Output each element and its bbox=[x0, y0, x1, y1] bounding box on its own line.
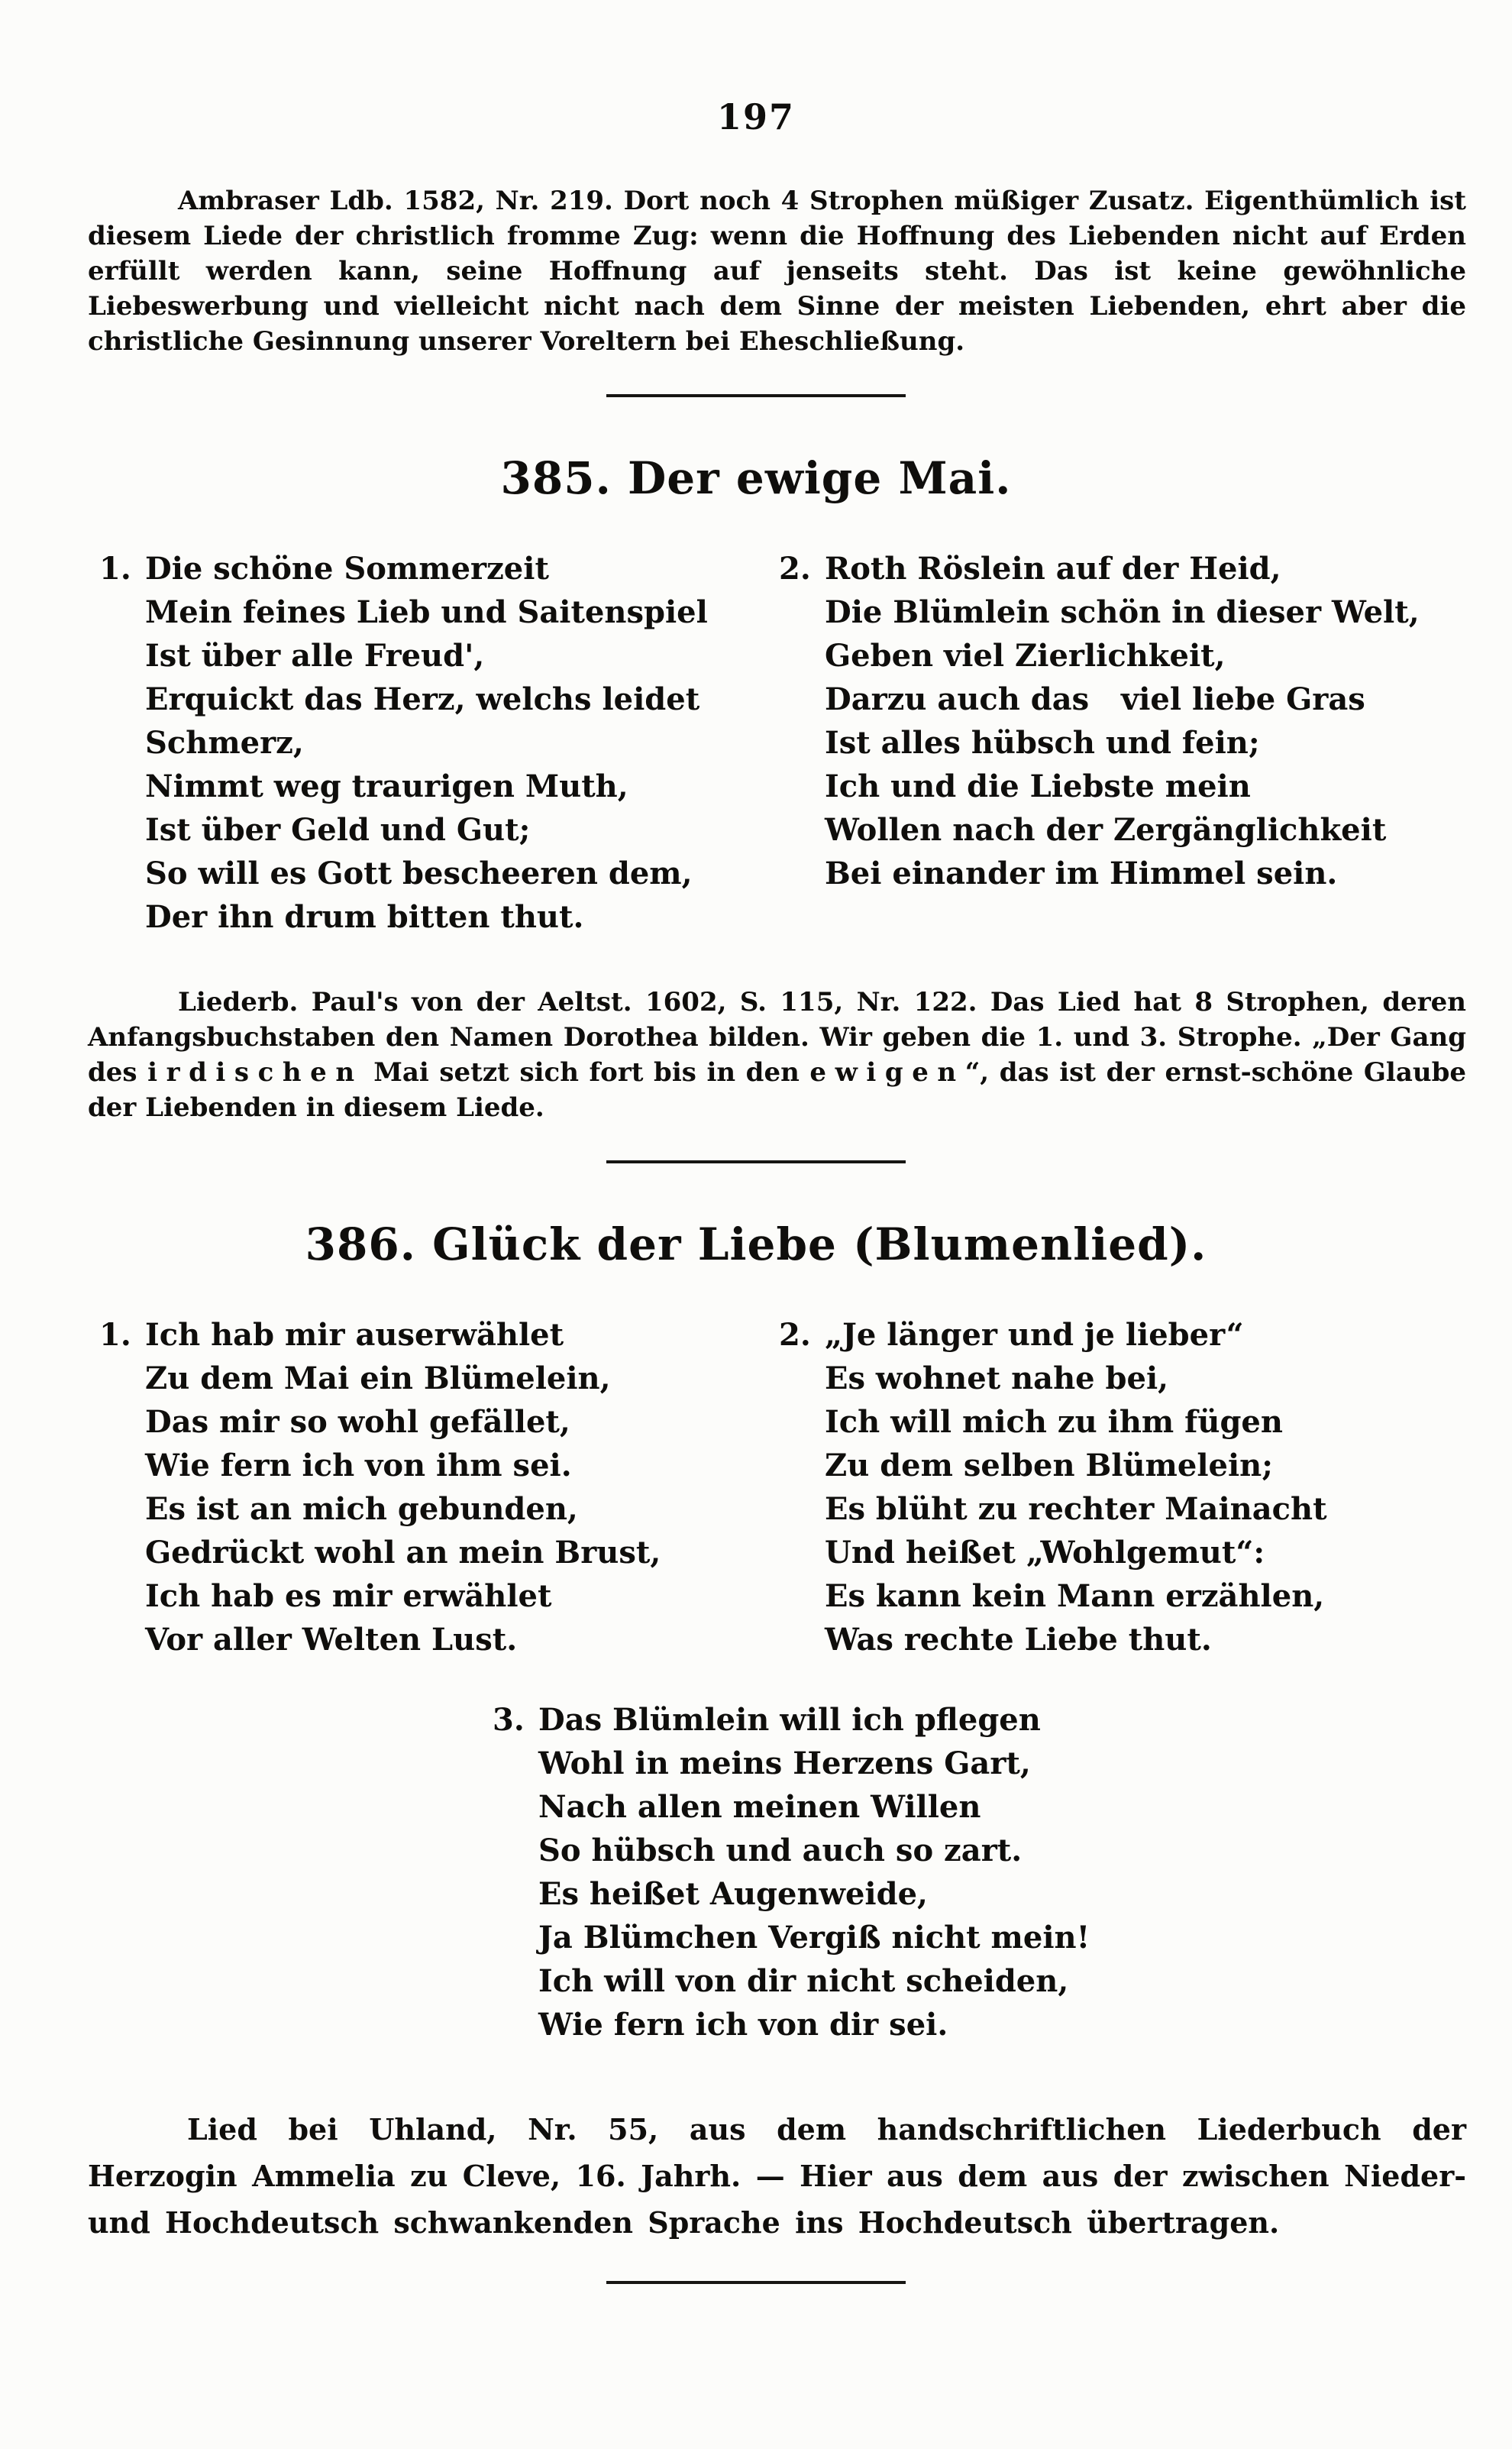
verse-line: Wie fern ich von ihm sei. bbox=[145, 1448, 572, 1483]
verse-line: Ist über Geld und Gut; bbox=[145, 812, 531, 848]
verse-line: Ich hab mir auserwählet bbox=[145, 1317, 564, 1353]
stanza-lines bbox=[538, 1698, 1512, 2046]
stanza-lines bbox=[825, 547, 1420, 895]
stanza-number: 2. bbox=[779, 1317, 811, 1353]
note-text-segment: Ambraser Ldb. 1582, Nr. 219. Dort noch 4 Strophen müßiger Zusatz. Eigenthümlich ist diesem Liede der christlich fromme Zug: wenn die Hoffnung des Liebenden nicht auf Erden erfüllt werden kann, seine Hoffnung auf jenseits steht. Das ist keine gewöhnliche Liebeswerbung und vielleicht nicht nach dem Sinne der meisten Liebenden, ehrt aber die christliche Gesinnung unserer Voreltern bei Eheschließung. bbox=[88, 186, 1466, 357]
verse-line: Ich hab es mir erwählet bbox=[145, 1578, 552, 1614]
verse-line: Roth Röslein auf der Heid, bbox=[825, 551, 1281, 587]
verse-line: Zu dem Mai ein Blümelein, bbox=[145, 1360, 611, 1396]
verse-line: Zu dem selben Blümelein; bbox=[825, 1448, 1274, 1483]
verse-line: Ich und die Liebste mein bbox=[825, 768, 1251, 804]
song-386-stanza-3 bbox=[493, 1698, 1512, 2046]
verse-line: Wollen nach der Zergänglichkeit bbox=[825, 812, 1387, 848]
verse-line: Ist über alle Freud', bbox=[145, 638, 485, 674]
verse-line: Erquickt das Herz, welchs leidet Schmerz, bbox=[145, 681, 711, 761]
verse-line: Das Blümlein will ich pflegen bbox=[538, 1702, 1041, 1738]
source-note-ambraser bbox=[88, 183, 1466, 359]
verse-line: „Je länger und je lieber“ bbox=[825, 1317, 1244, 1353]
song-386-stanzas bbox=[99, 1313, 1512, 1661]
stanza-lines bbox=[145, 547, 779, 939]
verse-line: So will es Gott bescheeren dem, bbox=[145, 856, 693, 891]
verse-line: Darzu auch das viel liebe Gras bbox=[825, 681, 1365, 717]
note-text-segment: Lied bei Uhland, Nr. 55, aus dem handschriftlichen Liederbuch der Herzogin Ammelia zu Cleve, 16. Jahrh. — Hier aus dem aus der zwischen Nieder- und Hochdeutsch schwankenden Sprache ins Hochdeutsch übertragen. bbox=[88, 2112, 1466, 2240]
verse-line: Ja Blümchen Vergiß nicht mein! bbox=[538, 1920, 1090, 1956]
verse-line: Nimmt weg traurigen Muth, bbox=[145, 768, 628, 804]
stanza-number: 2. bbox=[779, 551, 811, 587]
verse-line: Es heißet Augenweide, bbox=[538, 1876, 928, 1912]
song-385-title: 385. Der ewige Mai. bbox=[500, 452, 1012, 504]
song-385-stanza-2 bbox=[779, 547, 1420, 939]
verse-line: Bei einander im Himmel sein. bbox=[825, 856, 1338, 891]
note-text-segment: Liederb. Paul's von der Aeltst. 1602, S. 115, Nr. 122. Das Lied hat 8 Strophen, deren Anfangsbuchstaben den Namen Dorothea bilden. Wir geben die 1. und 3. Strophe. „Der Gang des bbox=[88, 987, 1466, 1088]
verse-line: Wohl in meins Herzens Gart, bbox=[538, 1745, 1031, 1781]
song-386-title: 386. Glück der Liebe (Blumenlied). bbox=[305, 1218, 1207, 1270]
verse-line: Es kann kein Mann erzählen, bbox=[825, 1578, 1325, 1614]
note-text-segment: Mai setzt sich fort bis in den bbox=[363, 1057, 810, 1088]
stanza-number: 1. bbox=[99, 551, 131, 587]
letterspaced-word: ewigen bbox=[809, 1057, 965, 1088]
verse-line: Ist alles hübsch und fein; bbox=[825, 725, 1260, 761]
verse-line: Was rechte Liebe thut. bbox=[825, 1622, 1212, 1658]
verse-line: Wie fern ich von dir sei. bbox=[538, 2007, 948, 2043]
verse-line: Der ihn drum bitten thut. bbox=[145, 899, 584, 935]
verse-line: Das mir so wohl gefället, bbox=[145, 1404, 570, 1440]
stanza-number: 3. bbox=[493, 1702, 525, 1738]
stanza-lines bbox=[825, 1313, 1327, 1661]
verse-line: Ich will mich zu ihm fügen bbox=[825, 1404, 1283, 1440]
song-385-stanzas bbox=[99, 547, 1512, 939]
verse-line: Ich will von dir nicht scheiden, bbox=[538, 1963, 1069, 1999]
section-divider bbox=[606, 2281, 906, 2284]
source-note-song-385 bbox=[88, 985, 1466, 1125]
note-text-segment: “, das ist der ernst-schöne Glaube der Liebenden in diesem Liede. bbox=[88, 1057, 1467, 1123]
verse-line: Die Blümlein schön in dieser Welt, bbox=[825, 594, 1420, 630]
song-385-stanza-1 bbox=[99, 547, 779, 939]
section-divider bbox=[606, 1160, 906, 1163]
stanza-lines bbox=[145, 1313, 779, 1661]
verse-line: Es wohnet nahe bei, bbox=[825, 1360, 1169, 1396]
verse-line: Die schöne Sommerzeit bbox=[145, 551, 549, 587]
verse-line: So hübsch und auch so zart. bbox=[538, 1833, 1023, 1868]
verse-line: Und heißet „Wohlgemut“: bbox=[825, 1535, 1265, 1571]
verse-line: Gedrückt wohl an mein Brust, bbox=[145, 1535, 661, 1571]
source-note-song-386 bbox=[88, 2106, 1466, 2246]
verse-line: Es ist an mich gebunden, bbox=[145, 1491, 578, 1527]
song-386-stanza-2 bbox=[779, 1313, 1327, 1661]
verse-line: Geben viel Zierlichkeit, bbox=[825, 638, 1226, 674]
letterspaced-word: irdischen bbox=[147, 1057, 363, 1088]
verse-line: Vor aller Welten Lust. bbox=[145, 1622, 518, 1658]
verse-line: Es blüht zu rechter Mainacht bbox=[825, 1491, 1327, 1527]
stanza-number: 1. bbox=[99, 1317, 131, 1353]
song-386-stanza-1 bbox=[99, 1313, 779, 1661]
verse-line: Nach allen meinen Willen bbox=[538, 1789, 981, 1825]
page-number: 197 bbox=[716, 96, 796, 137]
section-divider bbox=[606, 394, 906, 397]
verse-line: Mein feines Lieb und Saitenspiel bbox=[145, 594, 708, 630]
